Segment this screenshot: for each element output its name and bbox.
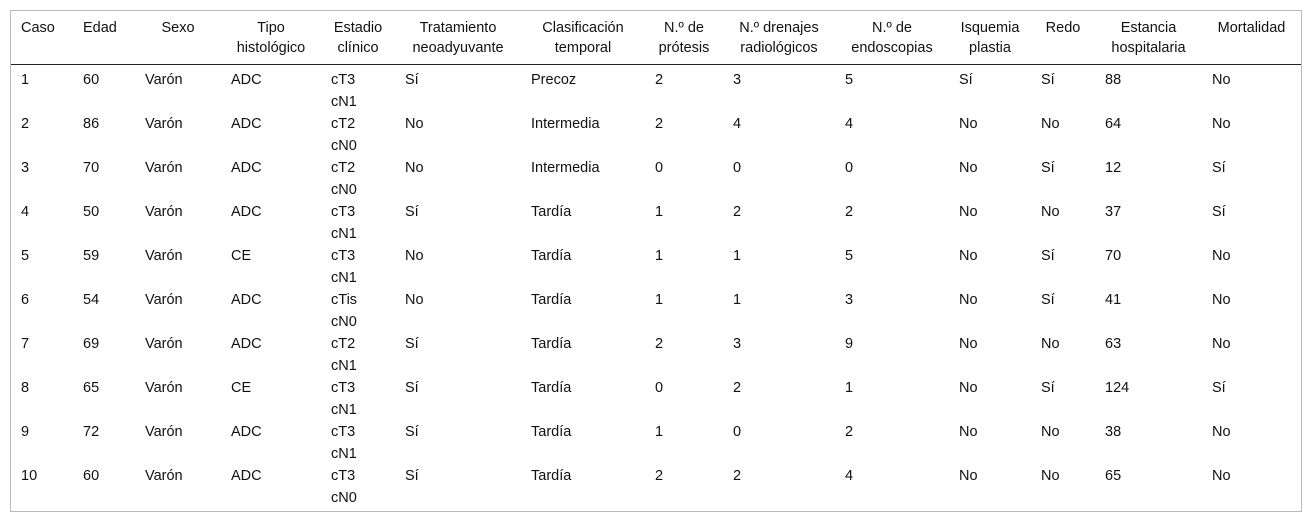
cell-clasificacion: Tardía: [531, 335, 572, 352]
cell-endoscopias: 4: [845, 115, 854, 132]
cell-caso: 7: [21, 335, 30, 352]
cell-drenajes: 1: [733, 291, 742, 308]
estadio-t: cT2: [331, 335, 356, 352]
cell-sexo: Varón: [145, 423, 183, 440]
cell-tratamiento: Sí: [405, 379, 419, 396]
estadio-t: cT2: [331, 159, 356, 176]
cell-tipo: ADC: [231, 159, 262, 176]
cell-caso: 9: [21, 423, 30, 440]
cell-tipo: ADC: [231, 291, 262, 308]
cell-sexo: Varón: [145, 379, 183, 396]
cell-estadio: [321, 377, 395, 421]
cell-redo: Sí: [1041, 247, 1055, 264]
cell-estadio: [321, 64, 395, 113]
estadio-n: cN1: [331, 445, 357, 462]
column-header-caso: Caso: [11, 18, 73, 64]
estadio-t: cT3: [331, 423, 356, 440]
cell-clasificacion: Tardía: [531, 423, 572, 440]
cell-clasificacion: Tardía: [531, 379, 572, 396]
cell-tipo: ADC: [231, 335, 262, 352]
cell-protesis: 1: [655, 247, 664, 264]
cell-isquemia: Sí: [959, 71, 973, 88]
cell-tipo: ADC: [231, 423, 262, 440]
estadio-t: cT3: [331, 203, 356, 220]
estadio-n: cN0: [331, 489, 357, 506]
cell-estadio: [321, 157, 395, 201]
estadio-n: cN1: [331, 225, 357, 242]
cell-protesis: 1: [655, 291, 664, 308]
cell-mortalidad: No: [1212, 291, 1231, 308]
cell-drenajes: 2: [733, 379, 742, 396]
cell-estadio: [321, 289, 395, 333]
cell-protesis: 0: [655, 159, 664, 176]
cell-endoscopias: 5: [845, 247, 854, 264]
cell-tratamiento: No: [405, 291, 424, 308]
cell-sexo: Varón: [145, 203, 183, 220]
cell-isquemia: No: [959, 115, 978, 132]
cell-tratamiento: No: [405, 247, 424, 264]
cell-estancia: 12: [1105, 159, 1122, 176]
table-row: [11, 289, 1301, 333]
cell-tipo: ADC: [231, 71, 262, 88]
cell-protesis: 0: [655, 379, 664, 396]
cell-edad: 70: [83, 159, 100, 176]
table-row: [11, 113, 1301, 157]
cell-mortalidad: No: [1212, 247, 1231, 264]
cell-estadio: [321, 333, 395, 377]
cell-caso: 8: [21, 379, 30, 396]
column-header-endoscopias: N.º de endoscopias: [835, 18, 949, 64]
cell-tipo: CE: [231, 379, 252, 396]
column-header-estancia-hospitalaria: Estancia hospitalaria: [1095, 18, 1202, 64]
cell-mortalidad: No: [1212, 335, 1231, 352]
cell-mortalidad: No: [1212, 71, 1231, 88]
cell-edad: 72: [83, 423, 100, 440]
cell-estancia: 64: [1105, 115, 1122, 132]
cell-tratamiento: Sí: [405, 71, 419, 88]
cell-drenajes: 3: [733, 335, 742, 352]
table-header-row: [11, 18, 1301, 64]
table-row: [11, 157, 1301, 201]
cell-isquemia: No: [959, 247, 978, 264]
cell-protesis: 1: [655, 423, 664, 440]
cell-redo: No: [1041, 115, 1060, 132]
cell-estancia: 124: [1105, 379, 1130, 396]
cell-sexo: Varón: [145, 247, 183, 264]
clinical-cases-table: [11, 18, 1301, 509]
estadio-n: cN0: [331, 181, 357, 198]
cell-endoscopias: 2: [845, 203, 854, 220]
table-row: [11, 333, 1301, 377]
cell-caso: 1: [21, 71, 30, 88]
estadio-t: cT2: [331, 115, 356, 132]
column-header-edad: Edad: [73, 18, 135, 64]
cell-mortalidad: No: [1212, 115, 1231, 132]
cell-sexo: Varón: [145, 159, 183, 176]
cell-sexo: Varón: [145, 467, 183, 484]
cell-edad: 54: [83, 291, 100, 308]
cell-edad: 86: [83, 115, 100, 132]
column-header-tipo-histologico: Tipo histológico: [221, 18, 321, 64]
cell-mortalidad: Sí: [1212, 159, 1226, 176]
cell-tipo: CE: [231, 247, 252, 264]
cell-isquemia: No: [959, 379, 978, 396]
estadio-t: cTis: [331, 291, 358, 308]
cell-isquemia: No: [959, 423, 978, 440]
cell-endoscopias: 0: [845, 159, 854, 176]
column-header-protesis: N.º de prótesis: [645, 18, 723, 64]
cell-endoscopias: 1: [845, 379, 854, 396]
cell-sexo: Varón: [145, 291, 183, 308]
cell-endoscopias: 5: [845, 71, 854, 88]
cell-protesis: 2: [655, 71, 664, 88]
cell-sexo: Varón: [145, 335, 183, 352]
cell-tipo: ADC: [231, 467, 262, 484]
cell-redo: No: [1041, 203, 1060, 220]
cell-tratamiento: Sí: [405, 203, 419, 220]
cell-estancia: 37: [1105, 203, 1122, 220]
cell-protesis: 1: [655, 203, 664, 220]
column-header-estadio-clinico: Estadio clínico: [321, 18, 395, 64]
cell-isquemia: No: [959, 203, 978, 220]
cell-edad: 69: [83, 335, 100, 352]
cell-estancia: 41: [1105, 291, 1122, 308]
cell-mortalidad: No: [1212, 423, 1231, 440]
cell-protesis: 2: [655, 467, 664, 484]
cell-drenajes: 1: [733, 247, 742, 264]
cell-caso: 6: [21, 291, 30, 308]
cell-mortalidad: Sí: [1212, 379, 1226, 396]
column-header-sexo: Sexo: [135, 18, 221, 64]
cell-caso: 2: [21, 115, 30, 132]
cell-estancia: 63: [1105, 335, 1122, 352]
cell-clasificacion: Tardía: [531, 467, 572, 484]
estadio-n: cN0: [331, 313, 357, 330]
cell-edad: 60: [83, 467, 100, 484]
cell-drenajes: 3: [733, 71, 742, 88]
cell-sexo: Varón: [145, 71, 183, 88]
table-row: [11, 201, 1301, 245]
cell-edad: 65: [83, 379, 100, 396]
cell-redo: Sí: [1041, 71, 1055, 88]
cell-clasificacion: Intermedia: [531, 159, 600, 176]
cell-redo: Sí: [1041, 159, 1055, 176]
estadio-t: cT3: [331, 379, 356, 396]
column-header-mortalidad: Mortalidad: [1202, 18, 1301, 64]
cell-estadio: [321, 201, 395, 245]
cell-estadio: [321, 113, 395, 157]
cell-clasificacion: Tardía: [531, 291, 572, 308]
cell-edad: 50: [83, 203, 100, 220]
cell-edad: 60: [83, 71, 100, 88]
estadio-t: cT3: [331, 71, 356, 88]
table-row: [11, 245, 1301, 289]
cell-tratamiento: No: [405, 115, 424, 132]
cell-mortalidad: No: [1212, 467, 1231, 484]
table-row: [11, 465, 1301, 509]
cell-estancia: 38: [1105, 423, 1122, 440]
cell-protesis: 2: [655, 335, 664, 352]
cell-redo: No: [1041, 423, 1060, 440]
cell-estadio: [321, 245, 395, 289]
estadio-n: cN0: [331, 137, 357, 154]
column-header-redo: Redo: [1031, 18, 1095, 64]
cell-redo: No: [1041, 467, 1060, 484]
cell-endoscopias: 2: [845, 423, 854, 440]
cell-endoscopias: 9: [845, 335, 854, 352]
cell-estadio: [321, 465, 395, 509]
cell-estancia: 88: [1105, 71, 1122, 88]
estadio-n: cN1: [331, 357, 357, 374]
cell-caso: 4: [21, 203, 30, 220]
column-header-drenajes: N.º drenajes radiológicos: [723, 18, 835, 64]
estadio-t: cT3: [331, 467, 356, 484]
cell-redo: Sí: [1041, 291, 1055, 308]
cell-tratamiento: No: [405, 159, 424, 176]
column-header-tratamiento-neoadyuvante: Tratamiento neoadyuvante: [395, 18, 521, 64]
cell-isquemia: No: [959, 291, 978, 308]
table-row: [11, 377, 1301, 421]
cell-clasificacion: Precoz: [531, 71, 577, 88]
column-header-isquemia-plastia: Isquemia plastia: [949, 18, 1031, 64]
cell-caso: 3: [21, 159, 30, 176]
cell-drenajes: 0: [733, 423, 742, 440]
cell-endoscopias: 3: [845, 291, 854, 308]
estadio-n: cN1: [331, 269, 357, 286]
cell-estadio: [321, 421, 395, 465]
cell-clasificacion: Tardía: [531, 247, 572, 264]
cell-caso: 10: [21, 467, 38, 484]
cell-drenajes: 4: [733, 115, 742, 132]
cell-sexo: Varón: [145, 115, 183, 132]
table-row: [11, 64, 1301, 113]
cell-isquemia: No: [959, 159, 978, 176]
cell-tratamiento: Sí: [405, 467, 419, 484]
cell-drenajes: 2: [733, 203, 742, 220]
cell-endoscopias: 4: [845, 467, 854, 484]
cell-drenajes: 0: [733, 159, 742, 176]
cell-tipo: ADC: [231, 115, 262, 132]
cell-tratamiento: Sí: [405, 423, 419, 440]
cell-edad: 59: [83, 247, 100, 264]
cell-isquemia: No: [959, 335, 978, 352]
cell-estancia: 65: [1105, 467, 1122, 484]
estadio-n: cN1: [331, 401, 357, 418]
cell-tratamiento: Sí: [405, 335, 419, 352]
cell-redo: Sí: [1041, 379, 1055, 396]
cell-drenajes: 2: [733, 467, 742, 484]
estadio-n: cN1: [331, 93, 357, 110]
cell-clasificacion: Intermedia: [531, 115, 600, 132]
cell-estancia: 70: [1105, 247, 1122, 264]
cell-caso: 5: [21, 247, 30, 264]
cell-mortalidad: Sí: [1212, 203, 1226, 220]
table-row: [11, 421, 1301, 465]
cell-tipo: ADC: [231, 203, 262, 220]
column-header-clasificacion-temporal: Clasificación temporal: [521, 18, 645, 64]
cell-redo: No: [1041, 335, 1060, 352]
estadio-t: cT3: [331, 247, 356, 264]
data-table-container: [10, 10, 1302, 512]
cell-protesis: 2: [655, 115, 664, 132]
cell-clasificacion: Tardía: [531, 203, 572, 220]
cell-isquemia: No: [959, 467, 978, 484]
